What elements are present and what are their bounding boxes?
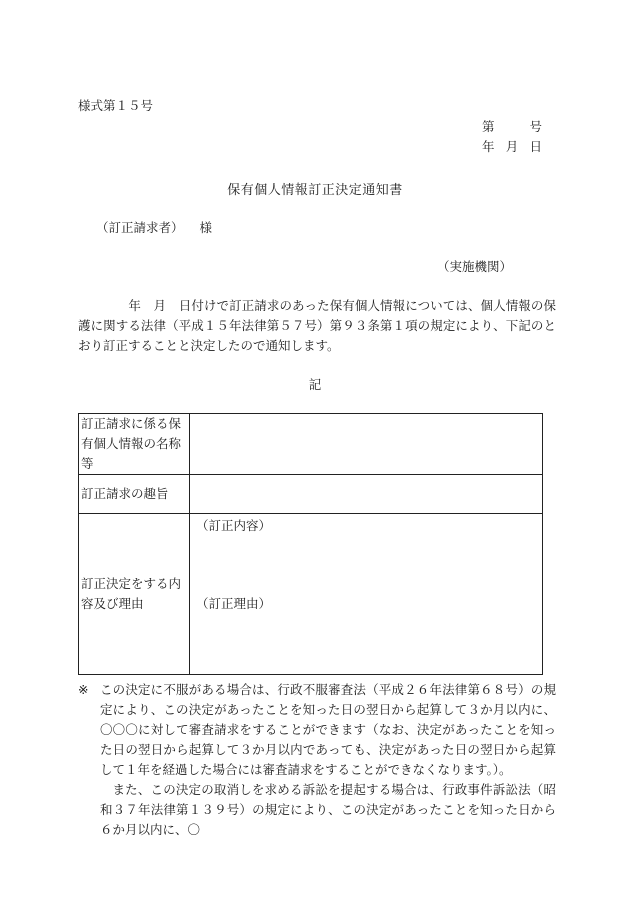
note-mark: ※	[78, 682, 89, 697]
row2-label: 訂正請求の趣旨	[79, 475, 190, 514]
form-number: 様式第１５号	[78, 98, 154, 113]
issue-date-year: 年	[482, 139, 495, 154]
issue-date-month: 月	[505, 139, 519, 154]
ki-heading: 記	[308, 377, 322, 392]
issue-number-dai: 第	[482, 119, 495, 134]
document-title: 保有個人情報訂正決定通知書	[227, 183, 403, 198]
row3-value	[190, 514, 543, 675]
issue-number	[482, 117, 542, 135]
implementing-agency: （実施機関）	[436, 259, 512, 274]
issue-date-day: 日	[529, 139, 542, 154]
table-row	[79, 414, 543, 475]
correction-content-heading: （訂正内容）	[196, 518, 272, 533]
record-table	[78, 413, 543, 675]
row1-label: 訂正請求に係る保有個人情報の名称等	[79, 414, 190, 475]
addressee-label: （訂正請求者）	[96, 220, 184, 235]
notes	[78, 680, 556, 840]
correction-reason-heading: （訂正理由）	[196, 596, 272, 611]
table-row	[79, 514, 543, 675]
note-2-text: また、この決定の取消しを求める訴訟を提起する場合は、行政事件訴訟法（昭和３７年法律第１３９号）の規定により、この決定があったことを知った日から６か月以内に、〇	[100, 782, 556, 837]
issue-date	[482, 137, 542, 155]
table-row	[79, 475, 543, 514]
notice-body	[78, 296, 556, 356]
notice-body-text: 年 月 日付けで訂正請求のあった保有個人情報については、個人情報の保護に関する法律（平成１５年法律第５７号）第９３条第１項の規定により、下記のとおり訂正することと決定したので通知します。	[78, 298, 556, 353]
issue-number-go: 号	[529, 119, 542, 134]
addressee-honorific: 様	[199, 220, 213, 235]
note-1	[78, 680, 556, 780]
row2-value	[190, 475, 543, 514]
row3-label: 訂正決定をする内容及び理由	[79, 514, 190, 675]
row1-value	[190, 414, 543, 475]
addressee	[96, 218, 212, 236]
note-1-text: この決定に不服がある場合は、行政不服審査法（平成２６年法律第６８号）の規定により、この決定があったことを知った日の翌日から起算して３か月以内に、〇〇〇に対して審査請求をすることができます（なお、決定があったことを知った日の翌日から起算して３か月以内であっても、決定があった日の翌日から起算して１年を経過した場合には審査請求をすることができなくなります。）。	[100, 682, 556, 777]
